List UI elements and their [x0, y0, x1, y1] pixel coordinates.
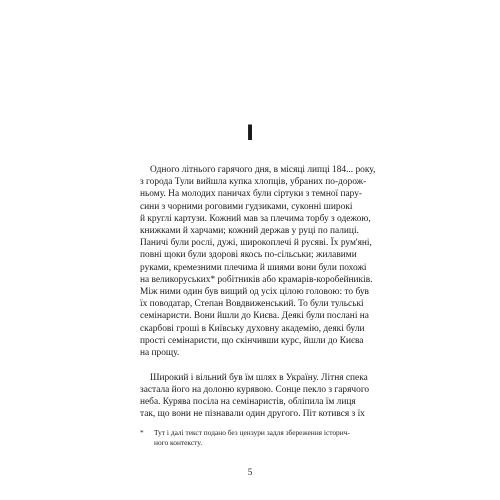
text-line: їх поводатар, Степан Вовдвиженський. То були тульські: [140, 299, 364, 310]
text-line: на великоруських* робітників або крамарів-коробейників.: [140, 274, 373, 285]
text-line: сини з чорними роговими гудзиками, суконні широкі: [140, 201, 353, 212]
text-line: неба. Курява посіла на семінаристів, обліпила їм лиця: [140, 396, 356, 407]
page-number: 5: [247, 467, 253, 477]
text-line: руками, кремезними плечима й шиями вони були похожі: [140, 262, 367, 273]
text-line: скарбові гроші в Київську духовну академію, деякі були: [140, 323, 365, 334]
text-line: Широкий і вільний був їм шлях в Україну. Літня спека: [150, 372, 368, 383]
text-line: так, що вони не пізнавали один другого. Піт котився з їх: [140, 409, 365, 420]
text-line: семінаристи. Вони йшли до Києва. Деякі були послані на: [140, 311, 369, 322]
text-line: ньому. На молодих паничах були сіртуки з темної пару-: [140, 189, 363, 200]
footnote-line: ного контексту.: [154, 438, 203, 447]
footnote-text: [154, 428, 366, 448]
footnote-marker: *: [140, 428, 144, 437]
text-line: на прощу.: [140, 348, 180, 359]
text-line: повні щоки були здорові якось по-сільськи; жилавими: [140, 250, 357, 261]
footnote: [140, 428, 366, 448]
text-line: прості семінаристи, що скінчивши курс, йшли до Києва: [140, 335, 364, 346]
text-line: Одного літнього гарячого дня, в місяці липці 184... року,: [150, 165, 376, 175]
text-line: з города Тули вийшла купка хлопців, убраних по-дорож-: [140, 177, 367, 188]
body-text: [140, 164, 376, 420]
paragraph-2: [140, 372, 370, 421]
text-line: застала його на долоню курявою. Сонце пекло з гарячого: [140, 384, 370, 395]
paragraph-1: [140, 164, 376, 359]
text-line: Між ними один був вищий од усіх цілою головою: то був: [140, 287, 369, 298]
text-line: книжками й харчами; кожний держав у руці по палиці.: [140, 226, 359, 237]
footnote-line: Тут і далі текст подано без цензури задля збереження історич-: [154, 428, 350, 437]
text-line: й круглі картузи. Кожний мав за плечима торбу з одежою,: [140, 213, 371, 224]
chapter-heading: I: [246, 121, 254, 145]
text-line: Паничі були рослі, дужі, широкоплечі й русяві. Їх рум'яні,: [140, 238, 372, 249]
